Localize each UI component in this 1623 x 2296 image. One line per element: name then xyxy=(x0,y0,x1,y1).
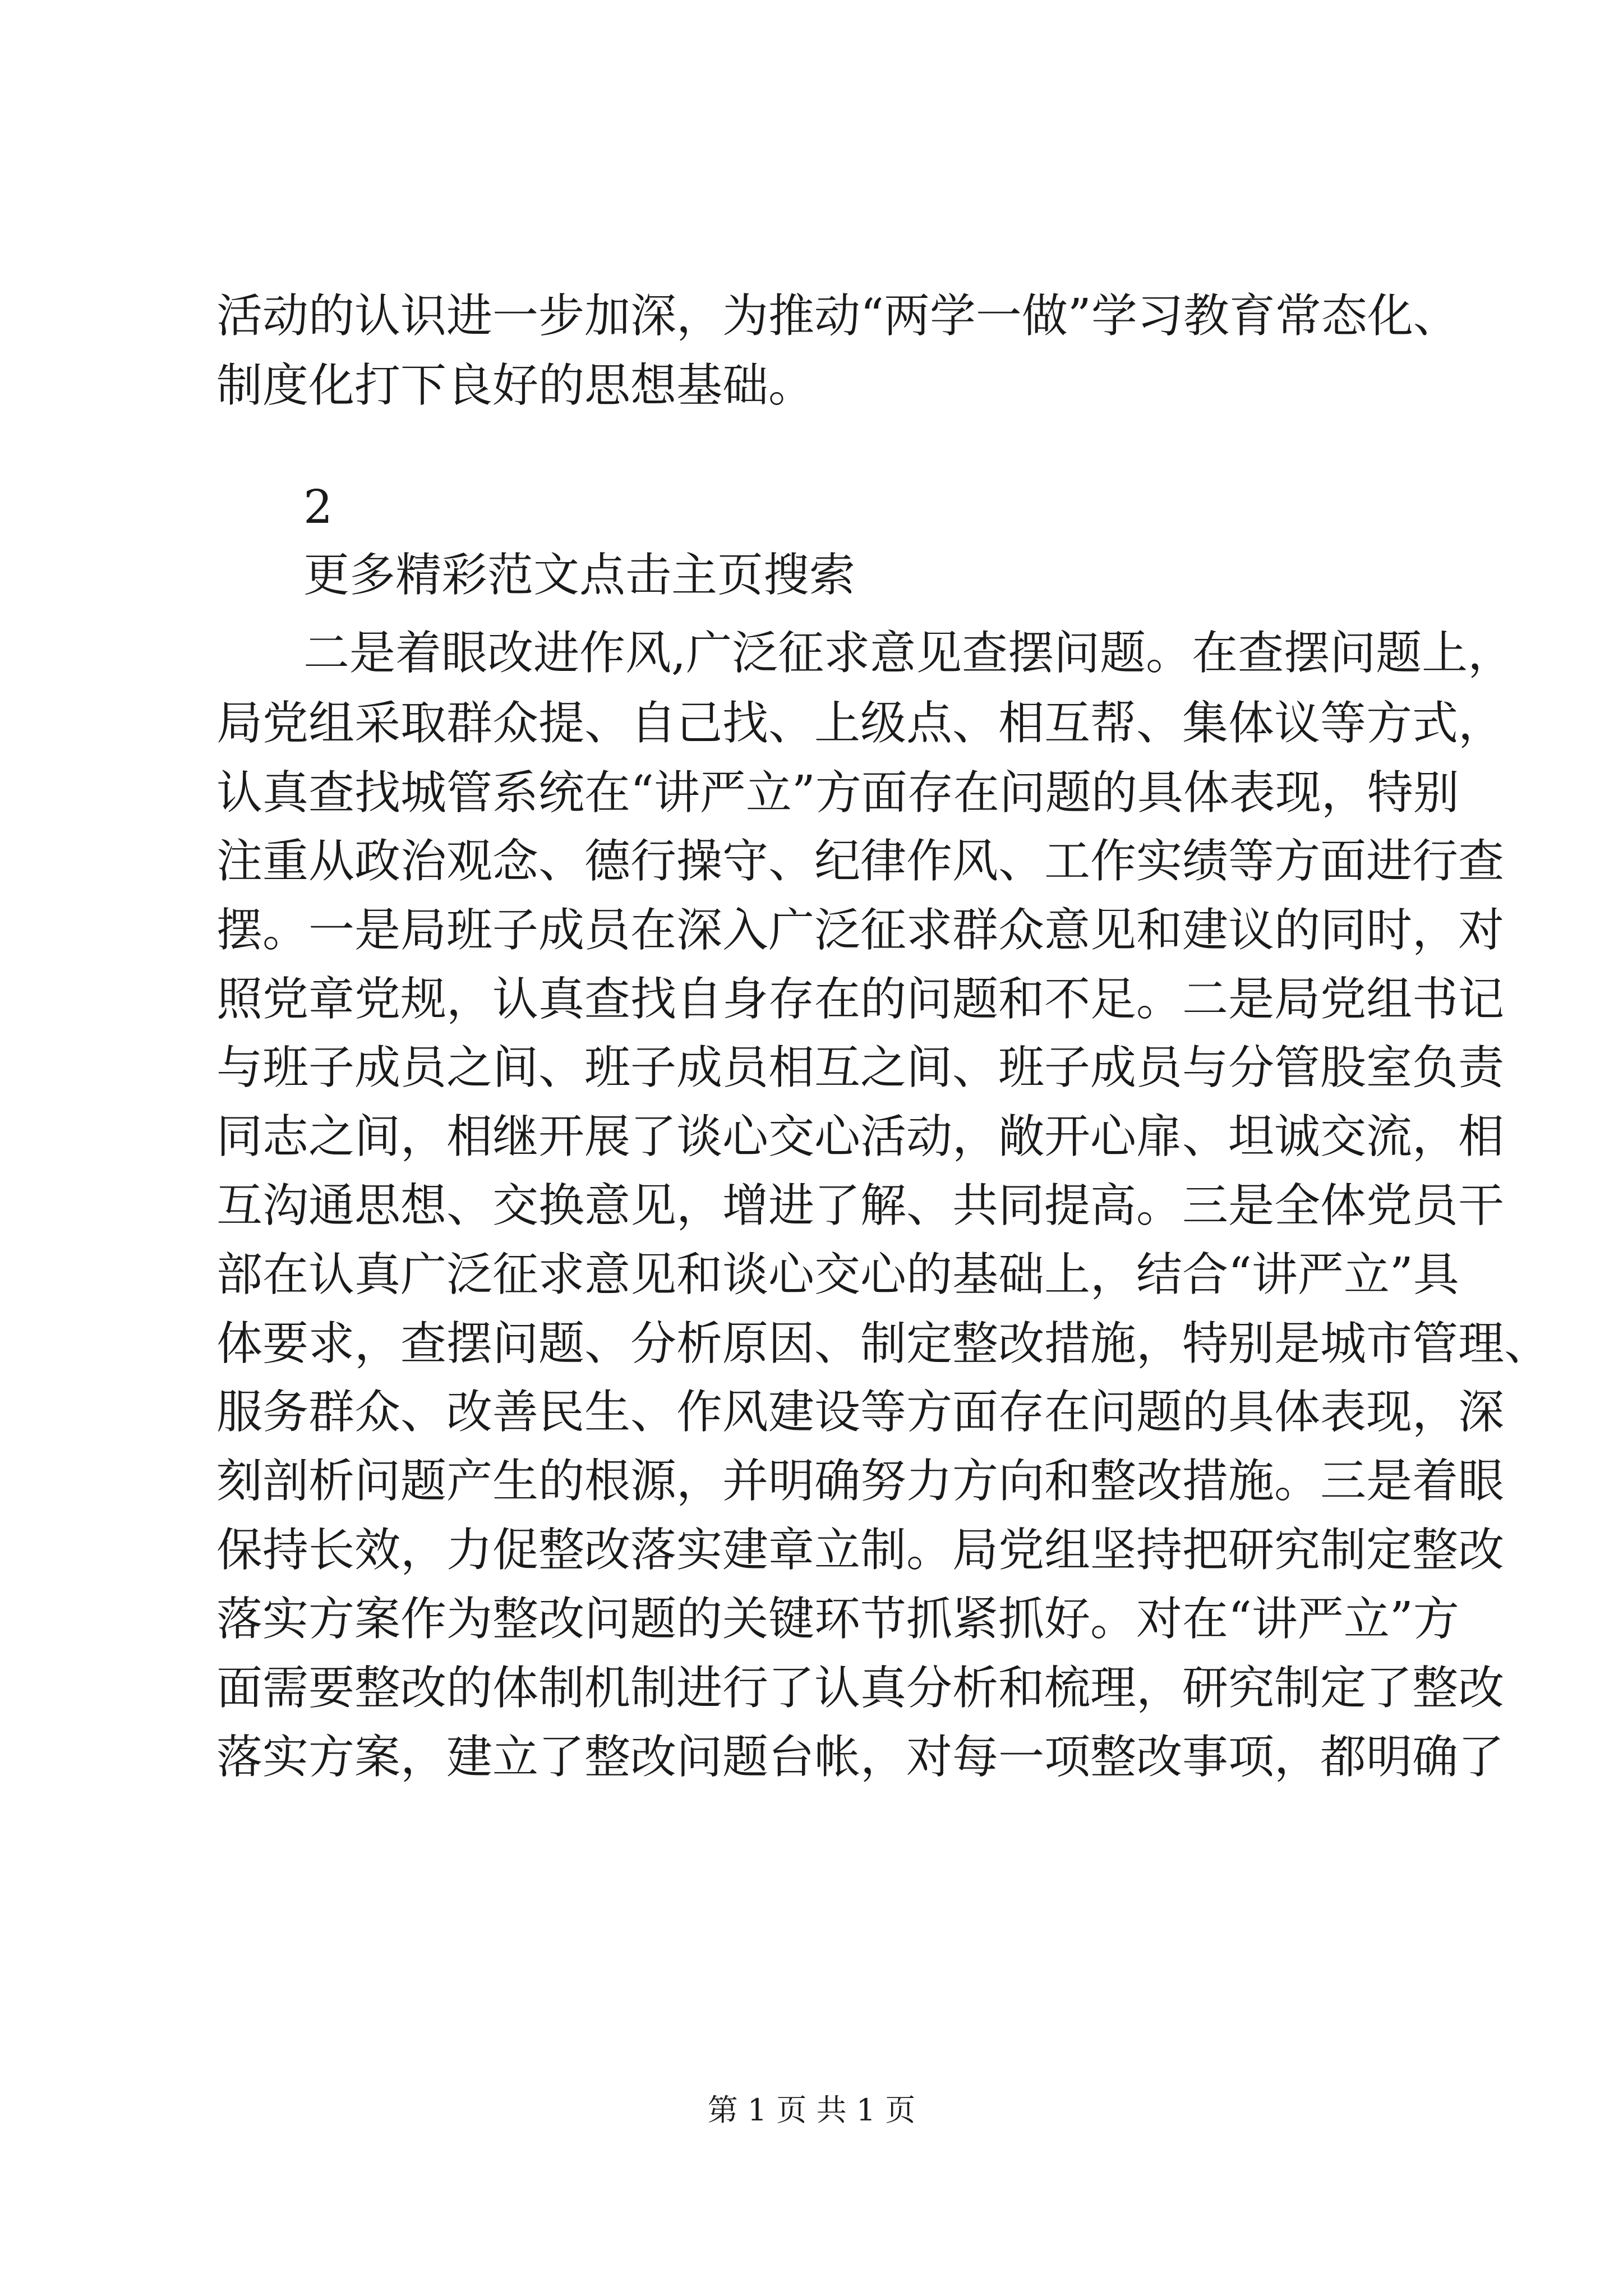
paragraph-4-line-7: 与班子成员之间、班子成员相互之间、班子成员与分管股室负责 xyxy=(216,1041,1505,1094)
paragraph-4-line-13: 刻剖析问题产生的根源，并明确努力方向和整改措施。三是着眼 xyxy=(216,1455,1505,1508)
page-number-marker: 2 xyxy=(303,481,333,534)
paragraph-1-line-2: 制度化打下良好的思想基础。 xyxy=(216,359,815,412)
paragraph-4-line-14: 保持长效，力促整改落实建章立制。局党组坚持把研究制定整改 xyxy=(216,1524,1505,1577)
promo-text: 更多精彩范文点击主页搜索 xyxy=(303,549,856,602)
paragraph-4-line-15: 落实方案作为整改问题的关键环节抓紧抓好。对在“讲严立”方 xyxy=(216,1593,1459,1646)
paragraph-1-line-1: 活动的认识进一步加深，为推动“两学一做”学习教育常态化、 xyxy=(216,289,1459,343)
paragraph-4-line-6: 照党章党规，认真查找自身存在的问题和不足。二是局党组书记 xyxy=(216,973,1505,1026)
paragraph-4-line-11: 体要求，查摆问题、分析原因、制定整改措施，特别是城市管理、 xyxy=(216,1317,1551,1370)
paragraph-4-line-1: 二是着眼改进作风,广泛征求意见查摆问题。在查摆问题上， xyxy=(303,627,1514,680)
paragraph-4-line-12: 服务群众、改善民生、作风建设等方面存在问题的具体表现，深 xyxy=(216,1386,1505,1439)
paragraph-4-line-10: 部在认真广泛征求意见和谈心交心的基础上，结合“讲严立”具 xyxy=(216,1248,1459,1301)
paragraph-4-line-4: 注重从政治观念、德行操守、纪律作风、工作实绩等方面进行查 xyxy=(216,835,1505,888)
paragraph-4-line-3: 认真查找城管系统在“讲严立”方面存在问题的具体表现，特别 xyxy=(216,766,1459,820)
paragraph-4-line-5: 摆。一是局班子成员在深入广泛征求群众意见和建议的同时，对 xyxy=(216,904,1505,957)
page-footer: 第 1 页 共 1 页 xyxy=(707,2092,916,2128)
paragraph-4-line-17: 落实方案，建立了整改问题台帐，对每一项整改事项，都明确了 xyxy=(216,1731,1505,1784)
paragraph-4-line-9: 互沟通思想、交换意见，增进了解、共同提高。三是全体党员干 xyxy=(216,1179,1505,1232)
paragraph-4-line-2: 局党组采取群众提、自己找、上级点、相互帮、集体议等方式， xyxy=(216,697,1505,750)
paragraph-4-line-16: 面需要整改的体制机制进行了认真分析和梳理，研究制定了整改 xyxy=(216,1662,1505,1715)
paragraph-4-line-8: 同志之间，相继开展了谈心交心活动，敞开心扉、坦诚交流，相 xyxy=(216,1110,1505,1163)
